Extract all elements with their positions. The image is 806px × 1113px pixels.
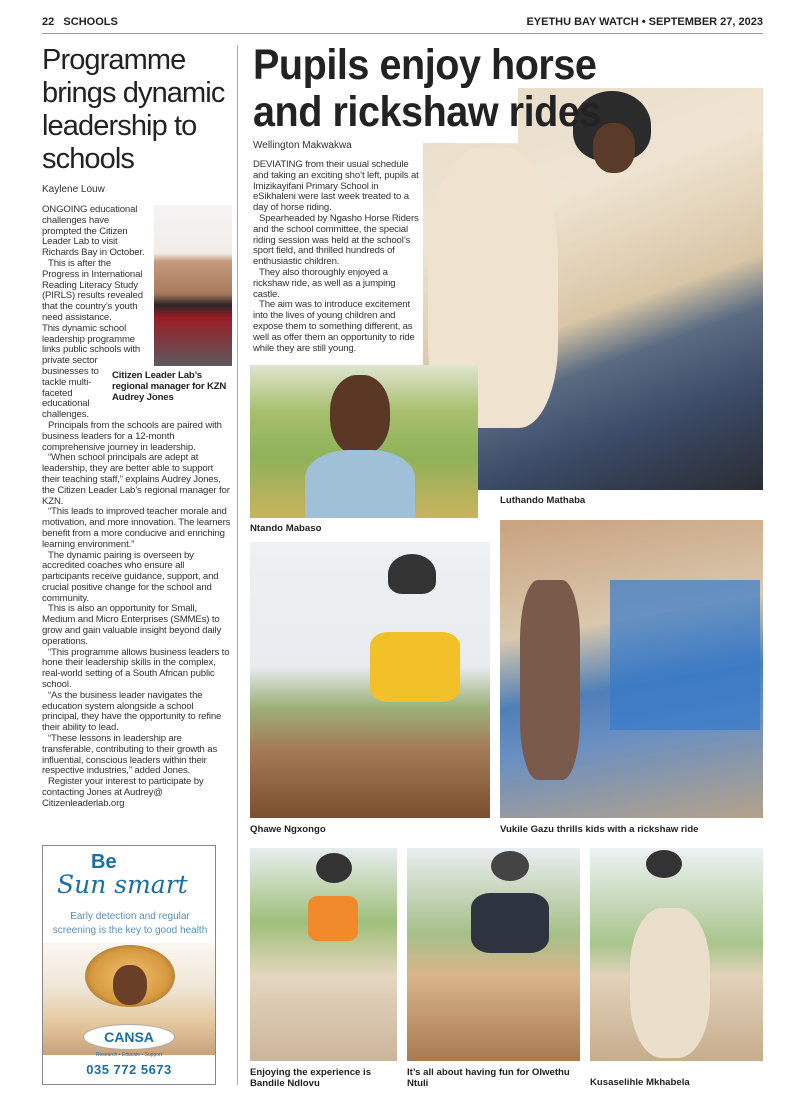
right-byline: Wellington Makwakwa — [253, 140, 352, 151]
paragraph: The aim was to introduce excitement into the lives of young children and expose them to something different, as well as offer them an opportunity to ride while they are still young. — [253, 299, 415, 354]
ad-sun-smart-text: Sun smart — [57, 870, 188, 899]
left-byline: Kaylene Louw — [42, 184, 105, 195]
paragraph: “When school principals are adept at leadership, they are better able to support their teaching staff,” explains Audrey Jones, the Citizen Leader Lab’s regional manager for KZN. — [42, 452, 230, 507]
paragraph: Principals from the schools are paired with business leaders for a 12-month comprehensive journey in leadership. — [42, 419, 222, 453]
page-folio — [42, 16, 118, 28]
paragraph: Register your interest to participate by contacting Jones at Audrey@ Citizenleaderlab.org — [42, 776, 204, 809]
left-body-text — [42, 205, 232, 810]
qhawe-caption: Qhawe Ngxongo — [250, 824, 326, 835]
olwethu-caption: It’s all about having fun for Olwethu Ntuli — [407, 1067, 570, 1089]
shirt-shape — [370, 632, 460, 702]
ad-tagline: Early detection and regular screening is the key to good health — [52, 911, 208, 936]
vukile-caption: Vukile Gazu thrills kids with a rickshaw ride — [500, 824, 699, 835]
right-body-text — [253, 160, 421, 354]
paragraph: “This programme allows business leaders to hone their leadership skills in the complex, real-world setting of a South African public school. — [42, 646, 230, 691]
shirt-shape — [308, 896, 358, 941]
cansa-advert[interactable] — [42, 845, 216, 1085]
qhawe-photo — [250, 542, 490, 818]
paragraph: links public schools with private sector businesses to tackle multi-faceted educational challenges. — [42, 344, 141, 421]
face-shape — [330, 375, 390, 455]
cansa-logo-subtitle: Research • Educate • Support — [95, 1052, 163, 1058]
face-shape — [113, 965, 147, 1005]
rickshaw-shape — [610, 580, 760, 730]
ntando-photo — [250, 365, 478, 518]
shirt-shape — [305, 450, 415, 518]
paragraph: The dynamic pairing is overseen by accredited coaches who ensure all participants receive guidance, support, and crucial positive change for the school and community. — [42, 549, 219, 604]
left-article — [42, 44, 232, 810]
header-rule — [42, 33, 763, 34]
kusaselihle-caption: Kusaselihle Mkhabela — [590, 1077, 690, 1088]
kusaselihle-photo — [590, 848, 763, 1061]
publication-date: EYETHU BAY WATCH • SEPTEMBER 27, 2023 — [526, 16, 763, 28]
paragraph: They also thoroughly enjoyed a rickshaw ride, as well as a jumping castle. — [253, 266, 396, 300]
audrey-jones-photo — [154, 205, 232, 366]
shirt-shape — [471, 893, 549, 953]
helmet-shape — [491, 851, 529, 881]
paragraph: This is also an opportunity for Small, Medium and Micro Enterprises (SMMEs) to grow and gain valuable insight beyond daily operations. — [42, 603, 222, 647]
page-number: 22 — [42, 16, 55, 28]
cansa-logo: CANSA — [83, 1024, 175, 1050]
vukile-rickshaw-photo — [500, 520, 763, 818]
paragraph: “This leads to improved teacher morale and motivation, and more innovation. The learners benefit from a more conducive and enriching learning environment.” — [42, 506, 231, 550]
ad-be-text: Be — [91, 851, 117, 873]
paragraph: This dynamic school leadership programme — [42, 322, 135, 345]
helmet-shape — [388, 554, 436, 594]
section-name: SCHOOLS — [63, 16, 118, 28]
man-shape — [520, 580, 580, 780]
left-headline: Programme brings dynamic leadership to schools — [42, 44, 225, 175]
paragraph: ONGOING educational challenges have prompted the Citizen Leader Lab to visit Richards Bay in October. — [42, 204, 145, 259]
paragraph: This is after the Progress in International Reading Literacy Study (PIRLS) results revealed that the country’s youth need assistance. — [42, 257, 143, 323]
paragraph: “As the business leader navigates the education system alongside a school principal, they have the opportunity to refine their ability to lead. — [42, 689, 222, 734]
audrey-photo-caption: Citizen Leader Lab’s regional manager for KZN Audrey Jones — [112, 370, 227, 403]
paragraph: DEVIATING from their usual schedule and taking an exciting sho’t left, pupils at Imizikayifani Primary School in eSikhaleni were last week treated to a day of horse riding. — [253, 159, 419, 214]
luthando-caption: Luthando Mathaba — [500, 495, 586, 506]
ntando-caption: Ntando Mabaso — [250, 523, 322, 534]
right-headline: Pupils enjoy horse and rickshaw rides — [253, 41, 601, 136]
olwethu-photo — [407, 848, 580, 1061]
bandile-photo — [250, 848, 397, 1061]
helmet-shape — [646, 850, 682, 878]
bandile-caption: Enjoying the experience is Bandile Ndlovu — [250, 1067, 372, 1089]
paragraph: “These lessons in leadership are transferable, contributing to their growth as influential, conscious leaders within their respective industries,” added Jones. — [42, 733, 218, 777]
horse-head-shape — [630, 908, 710, 1058]
ad-phone-number[interactable]: 035 772 5673 — [86, 1062, 172, 1077]
paragraph: Spearheaded by Ngasho Horse Riders and the school committee, the special riding session was held at the school’s sport field, and thrilled hundreds of enthusiastic children. — [253, 212, 419, 268]
column-divider — [237, 45, 238, 1085]
helmet-shape — [316, 853, 352, 883]
